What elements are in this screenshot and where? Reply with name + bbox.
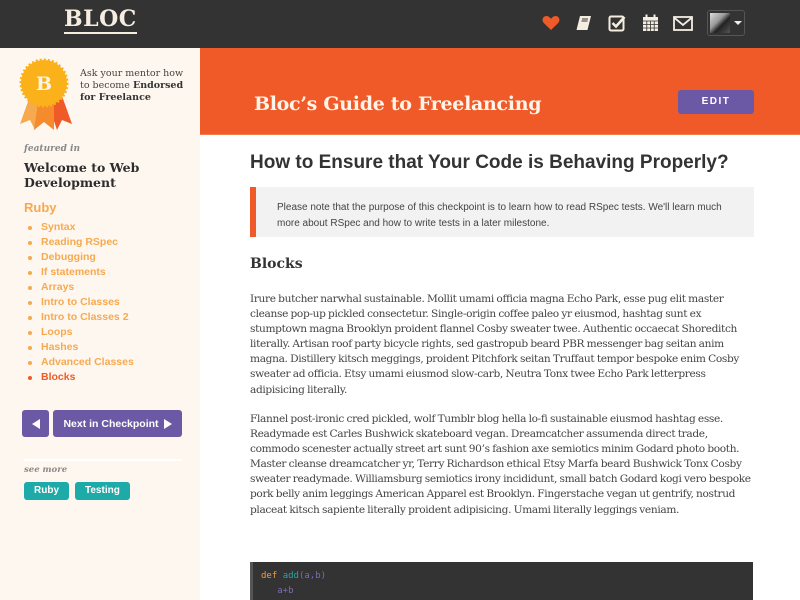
course-title[interactable]: Welcome to Web Development xyxy=(24,160,140,190)
lesson-label: Reading RSpec xyxy=(41,236,119,248)
lesson-label: Intro to Classes 2 xyxy=(41,311,129,323)
lesson-label: Advanced Classes xyxy=(41,356,134,368)
endorse-text: Ask your mentor how to become xyxy=(80,68,184,91)
top-nav-bar xyxy=(0,0,800,48)
lesson-item-hashes[interactable] xyxy=(28,340,134,355)
lesson-item-debugging[interactable] xyxy=(28,250,134,265)
bullet-icon xyxy=(28,346,32,350)
endorsement-prompt xyxy=(80,68,190,104)
lesson-item-intro-to-classes-2[interactable] xyxy=(28,310,134,325)
lesson-label: Debugging xyxy=(41,251,96,263)
paragraph: Irure butcher narwhal sustainable. Mollit umami officia magna Echo Park, esse pug elit master cleanse pop-up pickled consectetur. Single-origin coffee paleo yr eiusmod, hashtag sunt ex stumptown magna Brooklyn proident flannel Cosby sweater twee. Authentic occaecat Shoreditch literally. Artisan roof party bicycle rights, sed gastropub beard PBR messenger bag seitan anim magna. Distillery kitsch meggings, proident Pitchfork seitan Truffaut tempor bespoke enim Cosby sweater ad officia. Etsy umami eiusmod slow-carb, Neutra Tonx twee Echo Park letterpress adipisicing literally. xyxy=(250,293,740,396)
lesson-item-arrays[interactable] xyxy=(28,280,134,295)
code-line xyxy=(261,584,745,599)
lesson-label: Arrays xyxy=(41,281,75,293)
featured-label: featured in xyxy=(24,144,80,154)
paragraph: Flannel post-ironic cred pickled, wolf Tumblr blog hella lo-fi sustainable eiusmod hashtag esse. Readymade est Carles Bushwick skateboard vegan. Dreamcatcher assumenda direct trade, commodo scenester actually street art sunt 90’s fashion axe semiotics minim Godard photo booth. Master cleanse dreamcatcher yr, Terry Richardson ethical Etsy Marfa beard Bushwick Tonx Cosby sweater readymade. Williamsburg semiotics irony incididunt, small batch Godard kogi vero bespoke pork belly anim leggings American Apparel est Brooklyn. Fingerstache vegan ut gentrify, nostrud placeat kitsch sapiente literally proident adipisicing. Umami literally leggings veniam. xyxy=(250,413,751,516)
bullet-icon xyxy=(28,256,32,260)
arrow-right-icon xyxy=(164,419,172,429)
lesson-item-syntax[interactable] xyxy=(28,220,134,235)
bullet-icon xyxy=(28,286,32,290)
section-heading: Blocks xyxy=(250,256,303,272)
see-more-label: see more xyxy=(24,465,68,475)
mail-icon[interactable] xyxy=(672,12,694,34)
lesson-item-blocks[interactable] xyxy=(28,370,134,385)
bullet-icon xyxy=(28,271,32,275)
lesson-label: Loops xyxy=(41,326,73,338)
lesson-list xyxy=(28,220,134,385)
page-title: How to Ensure that Your Code is Behaving Properly? xyxy=(250,152,729,173)
note-callout: Please note that the purpose of this checkpoint is to learn how to read RSpec tests. We'll learn much more about RSpec and how to write tests in a later milestone. xyxy=(250,187,754,237)
bullet-icon xyxy=(28,316,32,320)
lesson-item-loops[interactable] xyxy=(28,325,134,340)
arrow-left-icon xyxy=(32,419,40,429)
lesson-label: Hashes xyxy=(41,341,79,353)
lesson-label: Syntax xyxy=(41,221,76,233)
guide-header xyxy=(200,48,800,135)
lesson-item-if-statements[interactable] xyxy=(28,265,134,280)
lesson-label: Intro to Classes xyxy=(41,296,120,308)
endorsement-badge-icon xyxy=(16,56,76,136)
endorse-bold: Endorsed for Freelance xyxy=(80,80,184,103)
lesson-item-advanced-classes[interactable] xyxy=(28,355,134,370)
user-menu[interactable] xyxy=(707,10,745,36)
lesson-label: Blocks xyxy=(41,371,76,383)
code-block xyxy=(250,562,753,600)
bullet-icon xyxy=(28,301,32,305)
code-body: a+b xyxy=(277,586,294,596)
code-line xyxy=(261,569,745,584)
bullet-icon xyxy=(28,226,32,230)
code-function: add xyxy=(282,571,299,581)
tag-ruby[interactable]: Ruby xyxy=(24,482,69,500)
lesson-item-reading-rspec[interactable] xyxy=(28,235,134,250)
next-label: Next in Checkpoint xyxy=(63,417,159,430)
tag-list xyxy=(24,482,136,500)
tag-testing[interactable]: Testing xyxy=(75,482,130,500)
code-args: (a,b) xyxy=(298,571,327,581)
lesson-label: If statements xyxy=(41,266,106,278)
bullet-icon xyxy=(28,361,32,365)
divider xyxy=(24,459,182,461)
bullet-icon xyxy=(28,331,32,335)
nav-icons xyxy=(540,10,745,36)
checkbox-icon[interactable] xyxy=(606,12,628,34)
bloc-logo[interactable]: BLOC xyxy=(64,6,137,32)
next-in-checkpoint-button[interactable] xyxy=(53,410,182,437)
sidebar xyxy=(0,48,200,600)
svg-text:B: B xyxy=(35,73,53,95)
heart-icon[interactable] xyxy=(540,12,562,34)
lesson-item-intro-to-classes[interactable] xyxy=(28,295,134,310)
code-keyword: def xyxy=(261,571,278,581)
bullet-icon xyxy=(28,376,32,380)
book-icon[interactable] xyxy=(573,12,595,34)
avatar xyxy=(710,13,730,33)
caret-down-icon xyxy=(734,21,742,25)
calendar-icon[interactable] xyxy=(639,12,661,34)
section-title[interactable]: Ruby xyxy=(24,200,57,215)
edit-button[interactable]: EDIT xyxy=(678,90,754,114)
guide-title: Bloc’s Guide to Freelancing xyxy=(254,93,542,115)
previous-button[interactable] xyxy=(22,410,49,437)
bullet-icon xyxy=(28,241,32,245)
